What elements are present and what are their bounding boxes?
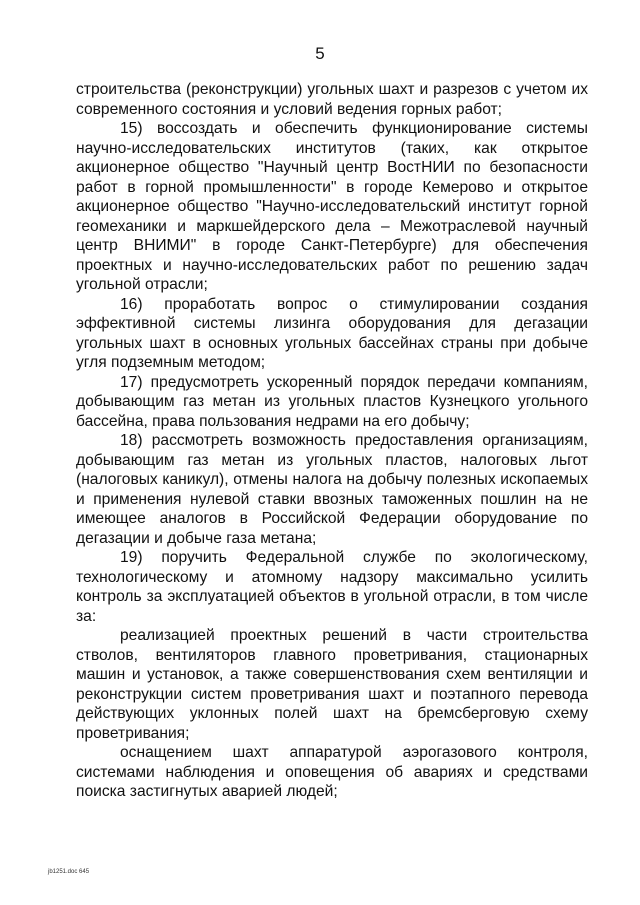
page-number: 5 (315, 44, 325, 63)
footer-code: jb1251.doc 645 (48, 869, 90, 875)
document-body (76, 80, 588, 802)
paragraph-subitem-equipment: оснащением шахт аппаратурой аэрогазового контроля, системами наблюдения и оповещения об авариях и средствами поиска застигнутых аварией людей; (76, 744, 588, 800)
paragraph-item-19: 19) поручить Федеральной службе по экологическому, технологическому и атомному надзору максимально усилить контроль за эксплуатацией объектов в угольной отрасли, в том числе за: (76, 549, 588, 625)
paragraph-item-15: 15) воссоздать и обеспечить функционирование системы научно-исследовательских институтов (таких, как открытое акционерное общество "Научный центр ВостНИИ по безопасности работ в горной промышленности" в городе Кемерово и открытое акционерное общество "Научно-исследовательский институт горной геомеханики и маркшейдерского дела – Межотраслевой научный центр ВНИМИ" в городе Санкт-Петербурге) для обеспечения проектных и научно-исследовательских работ по решению задач угольной отрасли; (76, 120, 588, 293)
paragraph-subitem-ventilation: реализацией проектных решений в части строительства стволов, вентиляторов главного проветривания, стационарных машин и установок, а также совершенствования схем вентиляции и реконструкции систем проветривания шахт и поэтапного перевода действующих уклонных полей шахт на бремсберговую схему проветривания; (76, 627, 588, 742)
paragraph-item-17: 17) предусмотреть ускоренный порядок передачи компаниям, добывающим газ метан из угольных пластов Кузнецкого угольного бассейна, права пользования недрами на его добычу; (76, 373, 588, 430)
paragraph-continuation: строительства (реконструкции) угольных шахт и разрезов с учетом их современного состояния и условий ведения горных работ; (76, 81, 588, 118)
paragraph-item-16: 16) проработать вопрос о стимулировании создания эффективной системы лизинга оборудования для дегазации угольных шахт в основных угольных бассейнах страны при добыче угля подземным методом; (76, 295, 588, 371)
paragraph-item-18: 18) рассмотреть возможность предоставления организациям, добывающим газ метан из угольных пластов, налоговых льгот (налоговых каникул), отмены налога на добычу полезных ископаемых и применения нулевой ставки ввозных таможенных пошлин на не имеющее аналогов в Российской Федерации оборудование по дегазации и добыче газа метана; (76, 432, 588, 547)
